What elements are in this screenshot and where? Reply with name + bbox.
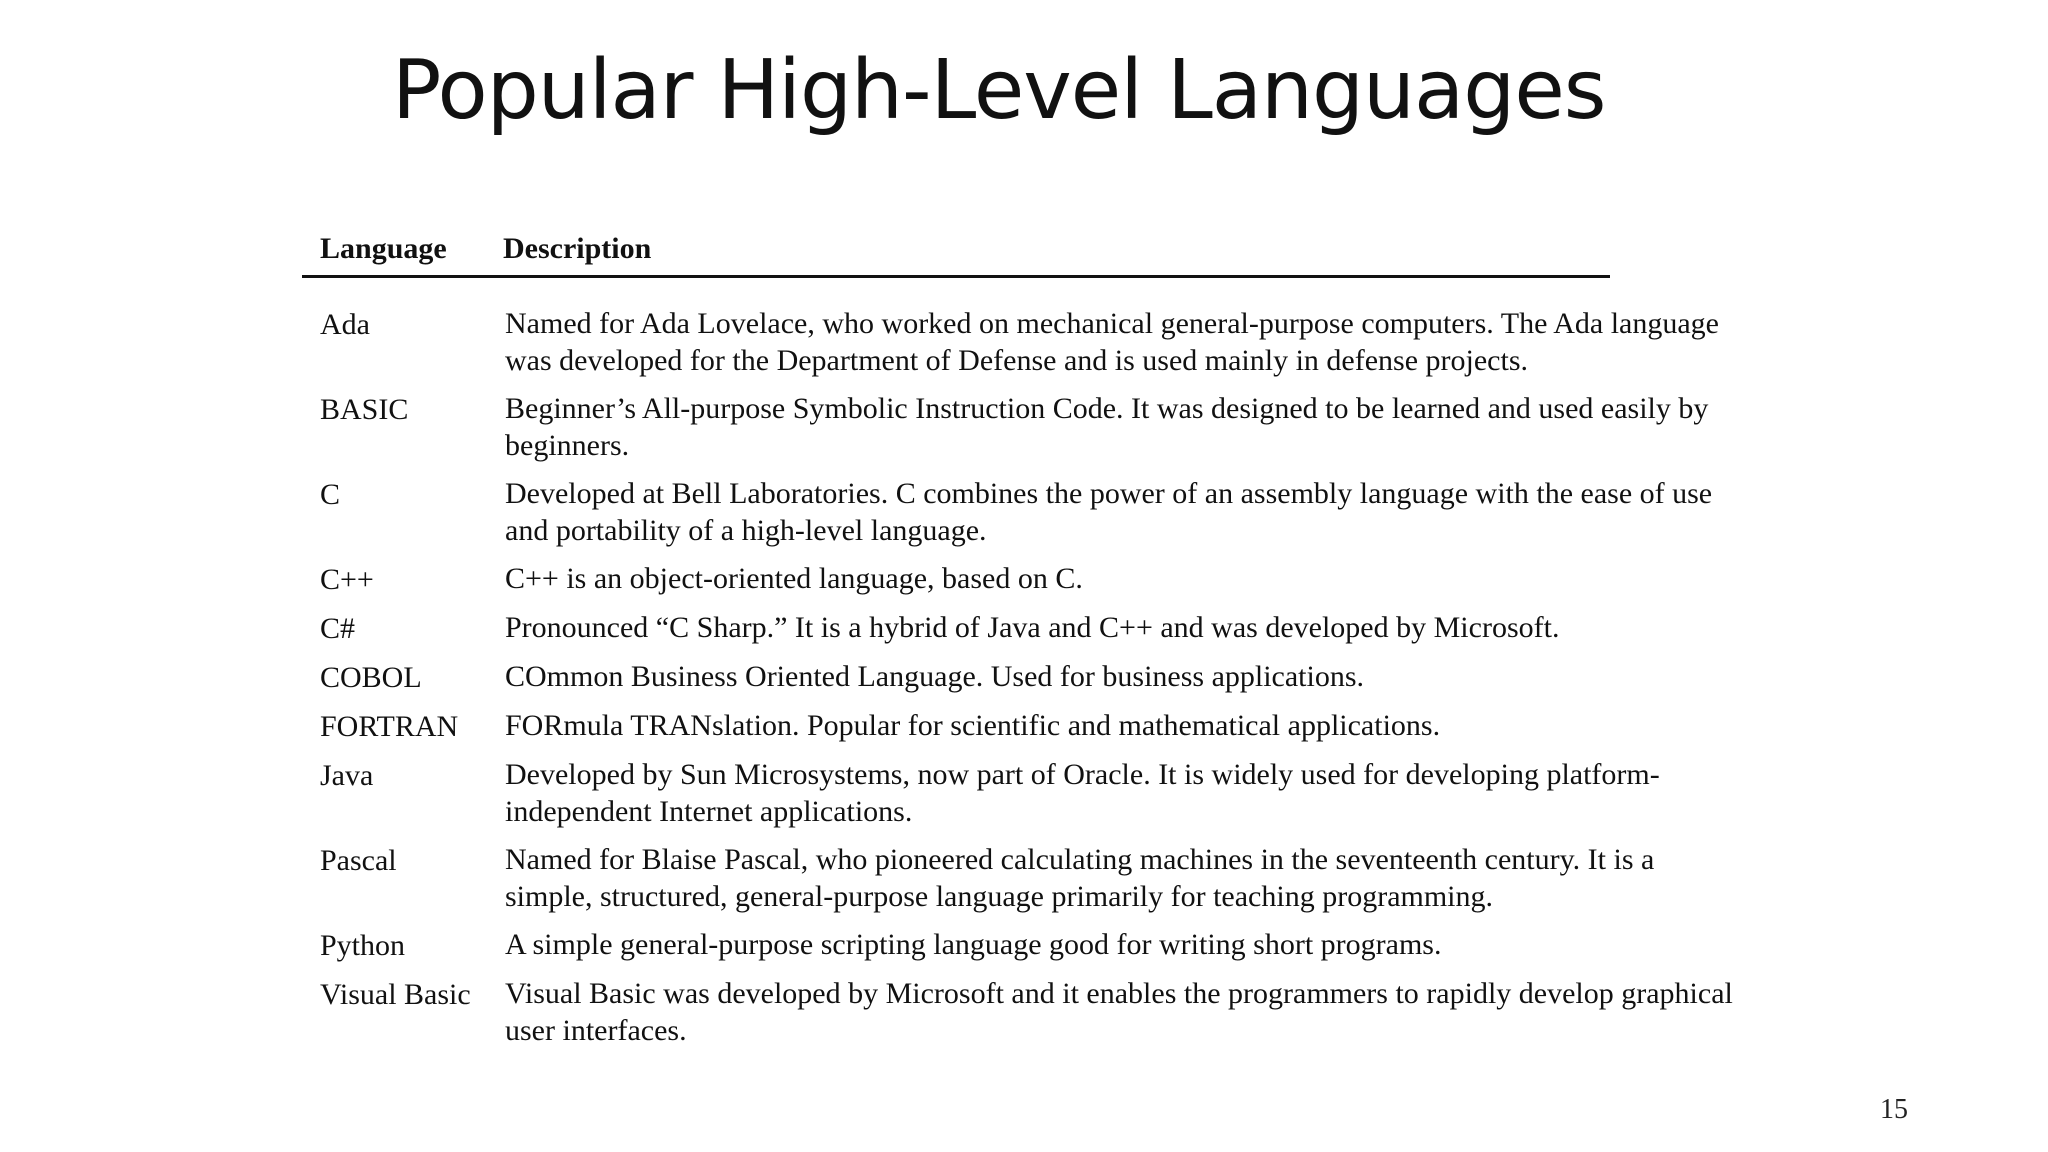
language-cell: Pascal	[320, 844, 397, 877]
table-row	[320, 609, 1740, 647]
description-cell: Developed at Bell Laboratories. C combines the power of an assembly language with the ease of use and portability of a high-level language.	[505, 477, 1713, 547]
description-cell: Named for Ada Lovelace, who worked on mechanical general-purpose computers. The Ada language was developed for the Department of Defense and is used mainly in defense projects.	[505, 307, 1719, 377]
table-row	[320, 975, 1740, 1049]
language-cell: FORTRAN	[320, 710, 459, 743]
slide-title: Popular High-Level Languages	[392, 43, 1606, 138]
table-row	[320, 390, 1740, 464]
table-row	[320, 305, 1740, 379]
language-cell: C	[320, 478, 341, 511]
table-row	[320, 658, 1740, 696]
language-cell: C++	[320, 563, 374, 596]
language-cell: COBOL	[320, 661, 422, 694]
table-row	[320, 756, 1740, 830]
table-row	[320, 475, 1740, 549]
description-cell: FORmula TRANslation. Popular for scientific and mathematical applications.	[505, 709, 1441, 742]
description-cell: COmmon Business Oriented Language. Used for business applications.	[505, 660, 1365, 693]
language-column-header: Language	[320, 232, 447, 265]
description-cell: Named for Blaise Pascal, who pioneered calculating machines in the seventeenth century. It is a simple, structured, general-purpose language primarily for teaching programming.	[505, 843, 1655, 913]
page-number: 15	[1880, 1094, 1908, 1125]
description-cell: A simple general-purpose scripting language good for writing short programs.	[505, 928, 1442, 961]
language-cell: Java	[320, 759, 374, 792]
description-cell: C++ is an object-oriented language, based on C.	[505, 562, 1083, 595]
table-row	[320, 841, 1740, 915]
description-cell: Pronounced “C Sharp.” It is a hybrid of Java and C++ and was developed by Microsoft.	[505, 611, 1560, 644]
language-cell: Ada	[320, 308, 370, 341]
language-cell: BASIC	[320, 393, 409, 426]
description-cell: Developed by Sun Microsystems, now part of Oracle. It is widely used for developing platform-independent Internet applications.	[505, 758, 1660, 828]
language-cell: Python	[320, 929, 406, 962]
description-cell: Visual Basic was developed by Microsoft and it enables the programmers to rapidly develop graphical user interfaces.	[505, 977, 1733, 1047]
language-table	[320, 305, 1740, 1060]
language-cell: Visual Basic	[320, 978, 471, 1011]
description-cell: Beginner’s All-purpose Symbolic Instruction Code. It was designed to be learned and used easily by beginners.	[505, 392, 1709, 462]
table-row	[320, 560, 1740, 598]
language-cell: C#	[320, 612, 356, 645]
table-row	[320, 926, 1740, 964]
table-row	[320, 707, 1740, 745]
description-column-header: Description	[503, 232, 652, 265]
header-divider	[302, 275, 1610, 278]
